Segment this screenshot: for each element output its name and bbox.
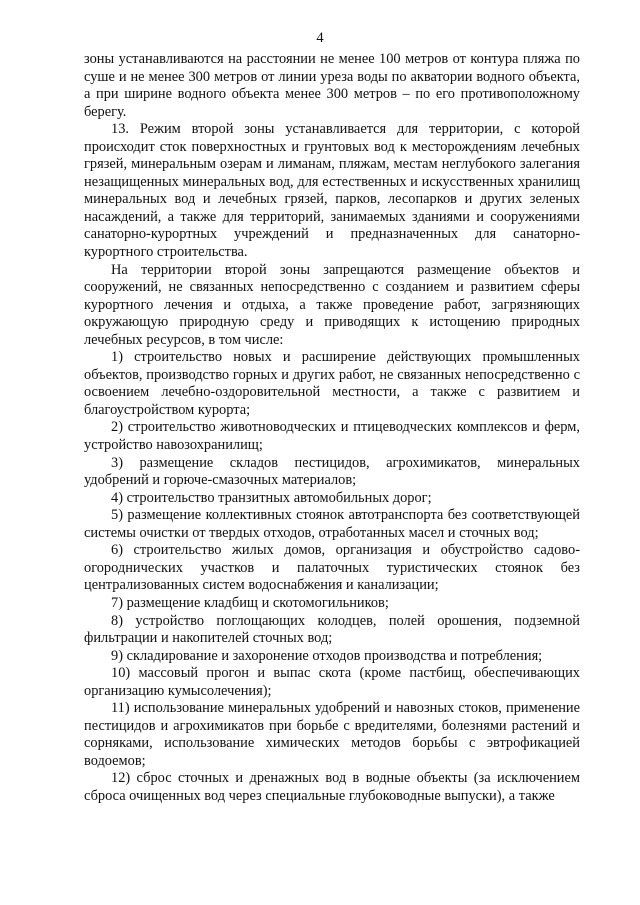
list-item-6: 6) строительство жилых домов, организация и обустройство садово-огороднических участков и палаточных туристических стоянок без централизованных систем водоснабжения и канализации;: [84, 542, 580, 594]
list-item-4: 4) строительство транзитных автомобильных дорог;: [111, 489, 432, 506]
list-item-8: 8) устройство поглощающих колодцев, полей орошения, подземной фильтрации и накопителей сточных вод;: [84, 612, 580, 647]
list-item-1: 1) строительство новых и расширение действующих промышленных объектов, производство горных и других работ, не связанных непосредственно с освоением лечебно-оздоровительной местности, а также с развитием и благоустройством курорта;: [84, 349, 580, 418]
list-item-12: 12) сброс сточных и дренажных вод в водные объекты (за исключением сброса очищенных вод через специальные глубоководные выпуски), а также: [84, 770, 580, 804]
list-item-5: 5) размещение коллективных стоянок автотранспорта без соответствующей системы очистки от твердых отходов, отработанных масел и сточных вод;: [84, 507, 580, 541]
paragraph-prohibitions-intro: На территории второй зоны запрещаются размещение объектов и сооружений, не связанных непосредственно с созданием и развитием сферы курортного лечения и отдыха, а также проведение работ, загрязняющих окружающую природную среду и приводящих к истощению природных лечебных ресурсов, в том числе:: [84, 261, 580, 348]
page-number: 4: [316, 30, 324, 46]
list-item-2: 2) строительство животноводческих и птицеводческих комплексов и ферм, устройство навозохранилищ;: [84, 419, 580, 454]
paragraph-item-13: 13. Режим второй зоны устанавливается для территории, с которой происходит сток поверхностных и грунтовых вод к месторождениям лечебных грязей, минеральным озерам и лиманам, пляжам, местам неглубокого залегания незащищенных минеральных вод, для естественных и искусственных хранилищ минеральных вод и лечебных грязей, парков, лесопарков и других зеленых насаждений, а также для территорий, занимаемых зданиями и сооружениями санаторно-курортных учреждений и предназначенных для санаторно-курортного строительства.: [84, 121, 580, 261]
document-body: [84, 51, 580, 806]
list-item-11: 11) использование минеральных удобрений и навозных стоков, применение пестицидов и агрохимикатов при борьбе с вредителями, болезнями растений и сорняками, использование химических методов борьбы с эвтрофикацией водоемов;: [84, 700, 580, 769]
list-item-10: 10) массовый прогон и выпас скота (кроме пастбищ, обеспечивающих организацию кумысолечения);: [84, 665, 580, 699]
paragraph-zone-distances: зоны устанавливаются на расстоянии не менее 100 метров от контура пляжа по суше и не менее 300 метров от линии уреза воды по акватории водного объекта, а при ширине водного объекта менее 300 метров – по его противоположному берегу.: [84, 51, 580, 120]
list-item-7: 7) размещение кладбищ и скотомогильников;: [111, 594, 389, 611]
list-item-9: 9) складирование и захоронение отходов производства и потребления;: [111, 647, 543, 664]
list-item-3: 3) размещение складов пестицидов, агрохимикатов, минеральных удобрений и горюче-смазочных материалов;: [84, 454, 580, 489]
